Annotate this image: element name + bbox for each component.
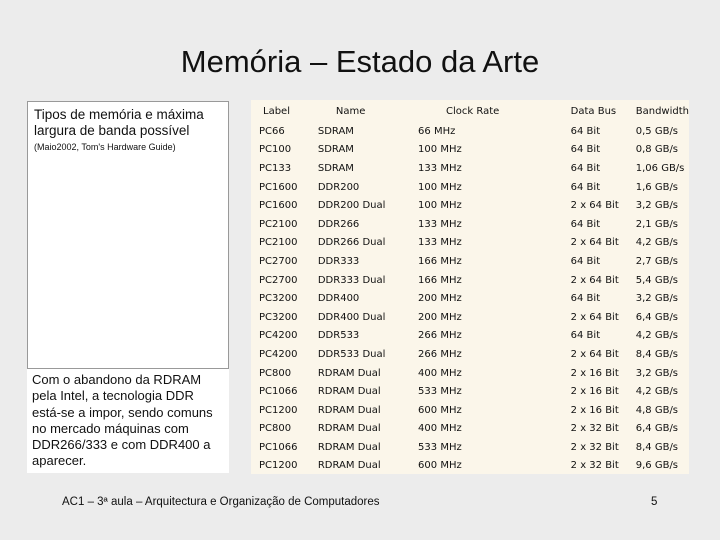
table-row [251, 271, 689, 290]
cell-bandwidth: 3,2 GB/s [635, 367, 679, 379]
cell-data-bus: 2 x 64 Bit [570, 348, 619, 360]
cell-name: SDRAM [317, 125, 354, 137]
cell-clock-rate: 100 MHz [418, 144, 462, 156]
cell-bandwidth: 1,6 GB/s [635, 181, 679, 193]
header-label: Label [263, 105, 290, 117]
cell-label: PC2100 [259, 237, 298, 249]
cell-bandwidth: 6,4 GB/s [635, 311, 679, 323]
cell-name: DDR400 Dual [317, 311, 386, 323]
table-row [251, 457, 689, 476]
cell-data-bus: 2 x 32 Bit [570, 441, 619, 453]
cell-data-bus: 2 x 32 Bit [570, 460, 619, 472]
cell-clock-rate: 200 MHz [418, 293, 462, 305]
cell-clock-rate: 133 MHz [418, 237, 462, 249]
cell-clock-rate: 533 MHz [418, 441, 462, 453]
cell-label: PC2700 [259, 274, 298, 286]
cell-data-bus: 64 Bit [570, 293, 601, 305]
cell-clock-rate: 600 MHz [418, 404, 462, 416]
table-row [251, 122, 689, 141]
cell-name: DDR266 [317, 218, 360, 230]
table-row [251, 308, 689, 327]
note-heading: Tipos de memória e máxima largura de banda possível [34, 107, 204, 138]
memory-bandwidth-table [251, 100, 689, 474]
cell-data-bus: 2 x 64 Bit [570, 274, 619, 286]
table-row [251, 252, 689, 271]
cell-name: DDR266 Dual [317, 237, 386, 249]
cell-bandwidth: 4,2 GB/s [635, 386, 679, 398]
cell-data-bus: 2 x 16 Bit [570, 367, 619, 379]
cell-name: DDR400 [317, 293, 360, 305]
cell-data-bus: 2 x 16 Bit [570, 386, 619, 398]
cell-data-bus: 64 Bit [570, 255, 601, 267]
cell-label: PC4200 [259, 330, 298, 342]
cell-label: PC4200 [259, 348, 298, 360]
cell-name: SDRAM [317, 162, 354, 174]
cell-label: PC66 [259, 125, 285, 137]
cell-label: PC133 [259, 162, 292, 174]
cell-name: RDRAM Dual [317, 404, 381, 416]
cell-name: DDR533 Dual [317, 348, 386, 360]
cell-data-bus: 64 Bit [570, 218, 601, 230]
cell-bandwidth: 2,7 GB/s [635, 255, 679, 267]
header-clock-rate: Clock Rate [446, 105, 500, 117]
cell-bandwidth: 3,2 GB/s [635, 293, 679, 305]
cell-clock-rate: 600 MHz [418, 460, 462, 472]
table-row [251, 215, 689, 234]
cell-clock-rate: 400 MHz [418, 367, 462, 379]
cell-clock-rate: 133 MHz [418, 162, 462, 174]
cell-bandwidth: 5,4 GB/s [635, 274, 679, 286]
table-row [251, 159, 689, 178]
slide-title: Memória – Estado da Arte [180, 44, 540, 79]
cell-label: PC3200 [259, 293, 298, 305]
cell-clock-rate: 266 MHz [418, 348, 462, 360]
cell-clock-rate: 266 MHz [418, 330, 462, 342]
cell-label: PC3200 [259, 311, 298, 323]
note-source: (Maio2002, Tom's Hardware Guide) [34, 142, 176, 152]
table-row [251, 234, 689, 253]
table-row [251, 289, 689, 308]
cell-bandwidth: 0,5 GB/s [635, 125, 679, 137]
header-bandwidth: Bandwidth [635, 105, 689, 117]
cell-name: RDRAM Dual [317, 441, 381, 453]
cell-name: DDR533 [317, 330, 360, 342]
table-row [251, 196, 689, 215]
cell-bandwidth: 8,4 GB/s [635, 441, 679, 453]
cell-bandwidth: 8,4 GB/s [635, 348, 679, 360]
cell-data-bus: 2 x 64 Bit [570, 237, 619, 249]
table-row [251, 178, 689, 197]
cell-clock-rate: 533 MHz [418, 386, 462, 398]
cell-label: PC1066 [259, 386, 298, 398]
cell-data-bus: 64 Bit [570, 125, 601, 137]
table-row [251, 141, 689, 160]
table-row [251, 401, 689, 420]
cell-name: RDRAM Dual [317, 460, 381, 472]
header-name: Name [335, 105, 366, 117]
cell-label: PC800 [259, 367, 292, 379]
cell-bandwidth: 1,06 GB/s [635, 162, 685, 174]
table-row [251, 382, 689, 401]
cell-bandwidth: 6,4 GB/s [635, 423, 679, 435]
table-row [251, 438, 689, 457]
cell-name: DDR333 [317, 255, 360, 267]
cell-bandwidth: 9,6 GB/s [635, 460, 679, 472]
cell-label: PC1600 [259, 200, 298, 212]
table-header-row [251, 100, 689, 122]
cell-data-bus: 64 Bit [570, 162, 601, 174]
cell-label: PC1066 [259, 441, 298, 453]
cell-label: PC2700 [259, 255, 298, 267]
cell-name: SDRAM [317, 144, 354, 156]
cell-name: DDR200 [317, 181, 360, 193]
cell-clock-rate: 200 MHz [418, 311, 462, 323]
cell-bandwidth: 2,1 GB/s [635, 218, 679, 230]
cell-data-bus: 2 x 64 Bit [570, 311, 619, 323]
cell-clock-rate: 166 MHz [418, 255, 462, 267]
cell-clock-rate: 133 MHz [418, 218, 462, 230]
cell-label: PC2100 [259, 218, 298, 230]
header-data-bus: Data Bus [570, 105, 617, 117]
cell-data-bus: 64 Bit [570, 144, 601, 156]
cell-bandwidth: 0,8 GB/s [635, 144, 679, 156]
cell-name: RDRAM Dual [317, 367, 381, 379]
cell-data-bus: 2 x 32 Bit [570, 423, 619, 435]
cell-label: PC1600 [259, 181, 298, 193]
cell-data-bus: 64 Bit [570, 330, 601, 342]
cell-bandwidth: 4,2 GB/s [635, 237, 679, 249]
cell-label: PC800 [259, 423, 292, 435]
cell-name: RDRAM Dual [317, 423, 381, 435]
cell-data-bus: 2 x 16 Bit [570, 404, 619, 416]
ddr-adoption-note: Com o abandono da RDRAM pela Intel, a tecnologia DDR está-se a impor, sendo comuns no mercado máquinas com DDR266/333 e com DDR400 a aparecer. [27, 368, 229, 473]
cell-name: DDR333 Dual [317, 274, 386, 286]
cell-data-bus: 2 x 64 Bit [570, 200, 619, 212]
table-row [251, 420, 689, 439]
cell-label: PC1200 [259, 460, 298, 472]
table-row [251, 364, 689, 383]
cell-label: PC100 [259, 144, 292, 156]
cell-clock-rate: 166 MHz [418, 274, 462, 286]
table-row [251, 345, 689, 364]
cell-bandwidth: 4,2 GB/s [635, 330, 679, 342]
table-row [251, 327, 689, 346]
cell-name: RDRAM Dual [317, 386, 381, 398]
cell-clock-rate: 100 MHz [418, 181, 462, 193]
cell-data-bus: 64 Bit [570, 181, 601, 193]
cell-label: PC1200 [259, 404, 298, 416]
cell-clock-rate: 66 MHz [418, 125, 456, 137]
cell-bandwidth: 4,8 GB/s [635, 404, 679, 416]
page-number: 5 [651, 496, 658, 508]
cell-name: DDR200 Dual [317, 200, 386, 212]
cell-clock-rate: 100 MHz [418, 200, 462, 212]
cell-clock-rate: 400 MHz [418, 423, 462, 435]
footer-course-title: AC1 – 3ª aula – Arquitectura e Organização de Computadores [62, 496, 380, 508]
cell-bandwidth: 3,2 GB/s [635, 200, 679, 212]
